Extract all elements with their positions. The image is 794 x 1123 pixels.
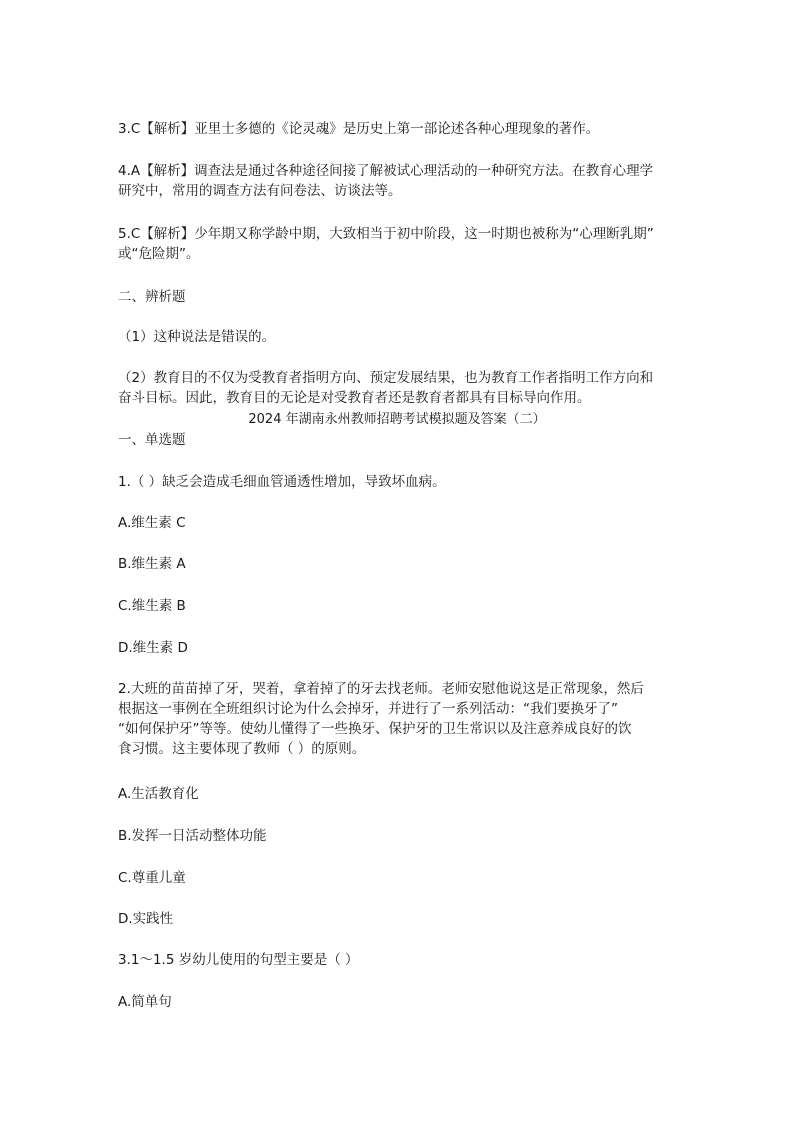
answer-3-explanation: 3.C【解析】亚里士多德的《论灵魂》是历史上第一部论述各种心理现象的著作。: [118, 121, 600, 137]
answer-5-explanation: [118, 224, 688, 264]
answer-4-line-2: 研究中，常用的调查方法有问卷法、访谈法等。: [118, 183, 402, 199]
question-2-option-a: A.生活教育化: [118, 786, 199, 802]
answer-5-line-1: 5.C【解析】少年期又称学龄中期，大致相当于初中阶段，这一时期也被称为“心理断乳期”: [118, 226, 654, 242]
question-2-option-c: C.尊重儿童: [118, 870, 186, 886]
bianxi-item-2: [118, 368, 688, 408]
bianxi-item-2-line-2: 奋斗目标。因此，教育目的无论是对受教育者还是教育者都具有目标导向作用。: [118, 390, 591, 406]
question-2-line-2: 根据这一事例在全班组织讨论为什么会掉牙，并进行了一系列活动：“我们要换牙了”: [118, 701, 618, 717]
bianxi-item-2-line-1: （2）教育目的不仅为受教育者指明方向、预定发展结果，也为教育工作者指明工作方向和: [118, 370, 654, 386]
question-2-option-d: D.实践性: [118, 911, 174, 927]
answer-5-line-2: 或“危险期”。: [118, 246, 200, 262]
section-heading-bianxi: 二、辨析题: [118, 289, 186, 305]
question-1-option-a: A.维生素 C: [118, 515, 186, 531]
question-1-option-c: C.维生素 B: [118, 598, 186, 614]
question-2-stem: [118, 679, 688, 759]
section-heading-danxuan: 一、单选题: [118, 432, 186, 448]
question-3-stem: 3.1～1.5 岁幼儿使用的句型主要是（ ）: [118, 952, 359, 968]
answer-4-explanation: [118, 161, 688, 201]
exam-title: 2024 年湖南永州教师招聘考试模拟题及答案（二）: [248, 412, 546, 427]
question-3-option-a: A.简单句: [118, 994, 172, 1010]
question-2-line-3: “如何保护牙”等等。使幼儿懂得了一些换牙、保护牙的卫生常识以及注意养成良好的饮: [118, 721, 632, 737]
question-1-option-d: D.维生素 D: [118, 640, 188, 656]
bianxi-item-1: （1）这种说法是错误的。: [118, 329, 276, 345]
question-1-option-b: B.维生素 A: [118, 556, 186, 572]
answer-4-line-1: 4.A【解析】调查法是通过各种途径间接了解被试心理活动的一种研究方法。在教育心理学: [118, 163, 654, 179]
question-2-line-1: 2.大班的苗苗掉了牙，哭着，拿着掉了的牙去找老师。老师安慰他说这是正常现象，然后: [118, 681, 644, 697]
question-1-stem: 1.（ ）缺乏会造成毛细血管通透性增加，导致坏血病。: [118, 474, 446, 490]
question-2-option-b: B.发挥一日活动整体功能: [118, 828, 267, 844]
question-2-line-4: 食习惯。这主要体现了教师（ ）的原则。: [118, 741, 366, 757]
